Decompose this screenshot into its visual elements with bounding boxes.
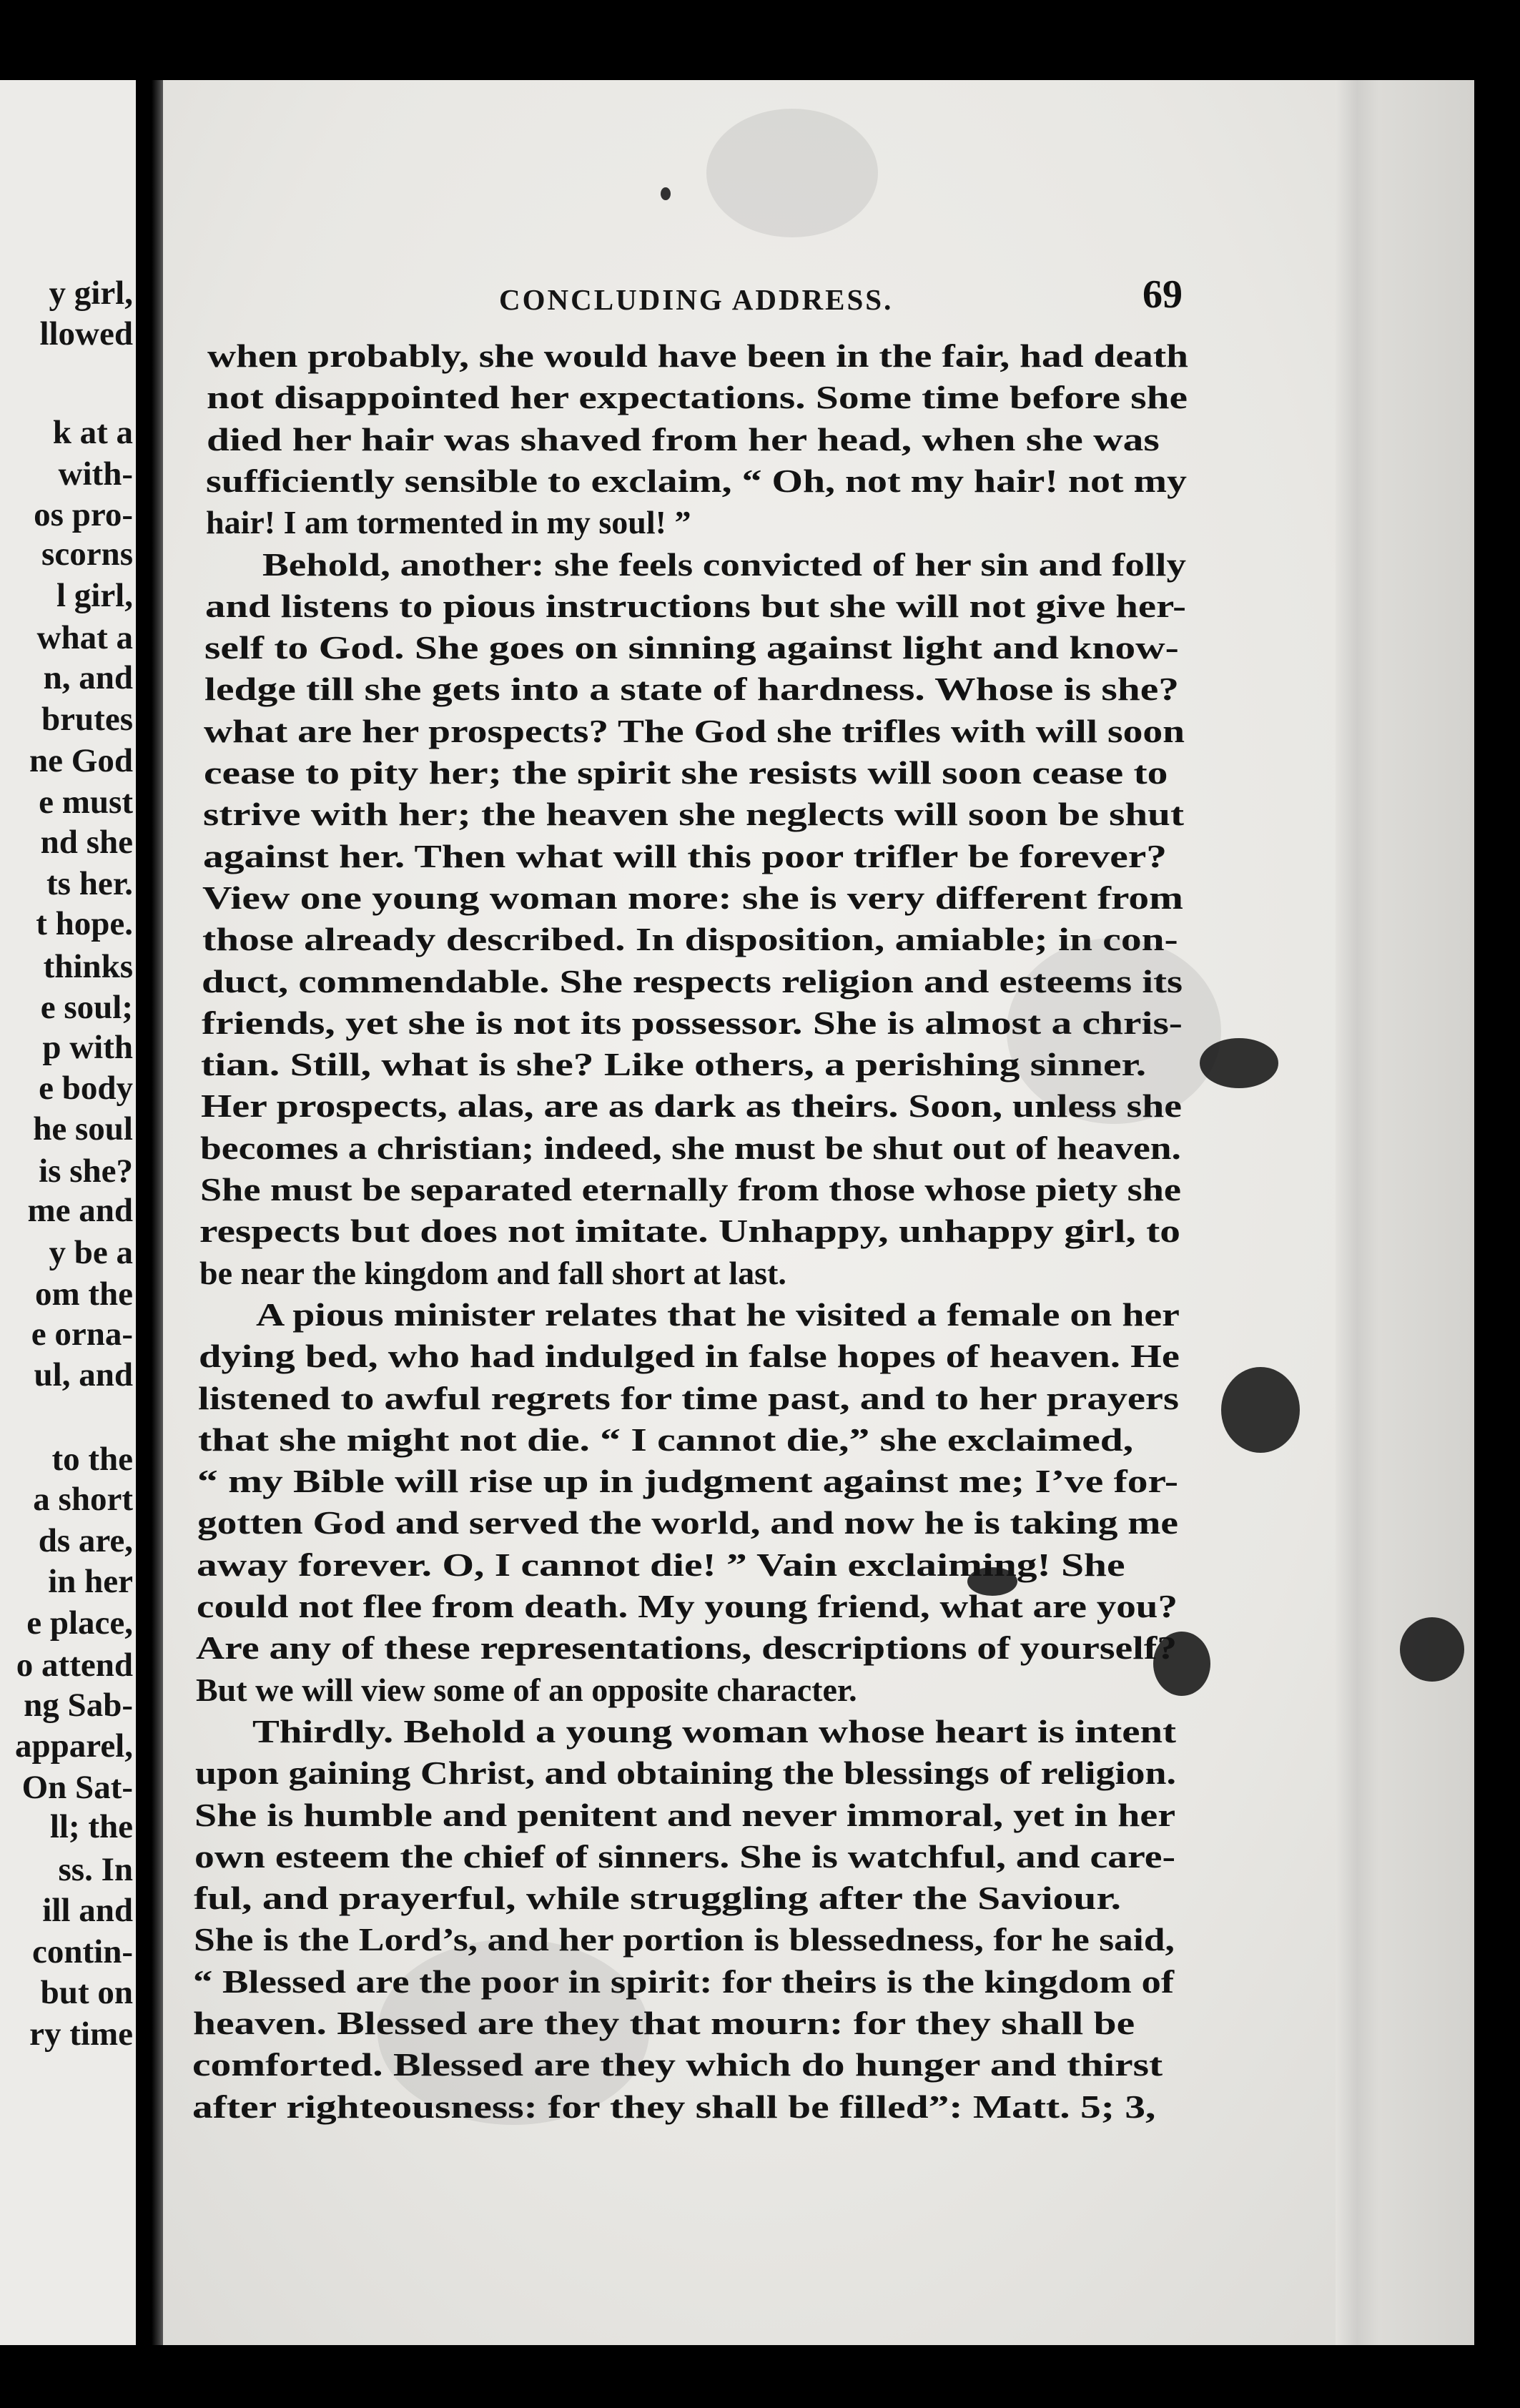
previous-page-line: e must	[39, 784, 133, 821]
text-line: and listens to pious instructions but she will not give her-	[205, 588, 1187, 624]
previous-page-line: t hope.	[36, 905, 133, 942]
body-text	[163, 80, 1474, 2345]
previous-page-line: y girl,	[49, 275, 133, 312]
text-line: could not flee from death. My young friend, what are you?	[197, 1588, 1178, 1624]
text-line: not disappointed her expectations. Some time before she	[207, 379, 1188, 415]
previous-page-line: y be a	[49, 1234, 133, 1271]
previous-page-line: a short	[33, 1481, 133, 1518]
previous-page-line: ll; the	[49, 1808, 133, 1845]
text-line: when probably, she would have been in the fair, had death	[207, 337, 1189, 374]
text-line: She is the Lord’s, and her portion is blessedness, for he said,	[194, 1921, 1175, 1958]
previous-page-line: k at a	[52, 414, 133, 451]
previous-page-line: nd she	[40, 824, 133, 861]
text-line: be near the kingdom and fall short at last.	[199, 1255, 786, 1291]
previous-page-line: with-	[58, 455, 133, 493]
text-line: upon gaining Christ, and obtaining the blessings of religion.	[195, 1755, 1176, 1791]
previous-page-line: om the	[34, 1275, 133, 1313]
previous-page-line: is she?	[39, 1153, 133, 1190]
previous-page-line: apparel,	[15, 1727, 133, 1765]
previous-page-line: but on	[40, 1974, 133, 2011]
previous-page-line: n, and	[43, 659, 133, 696]
scanner-border-right	[1474, 0, 1520, 2408]
text-line: sufficiently sensible to exclaim, “ Oh, not my hair! not my	[206, 463, 1188, 499]
scanner-border-bottom	[0, 2345, 1520, 2408]
page-number: 69	[1143, 272, 1183, 317]
text-line: But we will view some of an opposite character.	[196, 1672, 857, 1708]
text-line: listened to awful regrets for time past, and to her prayers	[198, 1380, 1179, 1416]
previous-page-line: p with	[42, 1029, 133, 1066]
previous-page-line: thinks	[43, 948, 133, 985]
text-line: gotten God and served the world, and now he is taking me	[197, 1504, 1178, 1541]
text-line: Her prospects, alas, are as dark as theirs. Soon, unless she	[201, 1087, 1183, 1124]
text-line: after righteousness: for they shall be filled”: Matt. 5; 3,	[192, 2088, 1156, 2125]
text-line: Behold, another: she feels convicted of her sin and folly	[262, 546, 1186, 583]
previous-page-line: e place,	[26, 1604, 133, 1642]
text-line: against her. Then what will this poor trifler be forever?	[203, 838, 1168, 874]
text-line: strive with her; the heaven she neglects will soon be shut	[203, 796, 1185, 832]
text-line: dying bed, who had indulged in false hopes of heaven. He	[199, 1338, 1180, 1374]
text-line: self to God. She goes on sinning against light and know-	[204, 629, 1179, 666]
previous-page-line: ds are,	[38, 1522, 133, 1559]
text-line: away forever. O, I cannot die! ” Vain exclaiming! She	[197, 1546, 1125, 1583]
previous-page-line: ss. In	[58, 1851, 133, 1888]
text-line: Thirdly. Behold a young woman whose heart is intent	[252, 1713, 1177, 1750]
previous-page-line: On Sat-	[21, 1769, 133, 1806]
text-line: View one young woman more: she is very different from	[202, 879, 1184, 916]
previous-page-line: l girl,	[56, 577, 133, 614]
previous-page-line: e orna-	[31, 1316, 133, 1353]
previous-page-line: e soul;	[40, 989, 133, 1026]
text-line: duct, commendable. She respects religion and esteems its	[202, 963, 1183, 1000]
previous-page-line: me and	[27, 1192, 133, 1229]
previous-page-line: e body	[39, 1070, 133, 1107]
text-line: Are any of these representations, descriptions of yourself?	[196, 1629, 1178, 1666]
text-line: “ my Bible will rise up in judgment against me; I’ve for-	[197, 1463, 1179, 1499]
text-line: what are her prospects? The God she trifles with will soon	[204, 713, 1185, 749]
previous-page-line: os pro-	[34, 496, 133, 533]
text-line: A pious minister relates that he visited a female on her	[256, 1296, 1180, 1333]
scanner-border-top	[0, 0, 1520, 80]
previous-page-line: ul, and	[34, 1356, 133, 1393]
previous-page-line: what a	[36, 619, 133, 656]
text-line: respects but does not imitate. Unhappy, unhappy girl, to	[199, 1213, 1180, 1249]
text-line: comforted. Blessed are they which do hunger and thirst	[192, 2046, 1163, 2083]
text-line: own esteem the chief of sinners. She is watchful, and care-	[194, 1838, 1176, 1875]
text-line: She is humble and penitent and never immoral, yet in her	[194, 1797, 1176, 1833]
text-line: ledge till she gets into a state of hardness. Whose is she?	[204, 671, 1179, 707]
book-page	[163, 80, 1474, 2345]
previous-page-line: o attend	[16, 1647, 133, 1684]
previous-page-line: ill and	[42, 1892, 133, 1929]
previous-page-fragment	[0, 80, 136, 2345]
previous-page-line: he soul	[33, 1110, 133, 1148]
text-line: died her hair was shaved from her head, when she was	[207, 421, 1160, 458]
text-line: heaven. Blessed are they that mourn: for they shall be	[193, 2005, 1135, 2041]
text-line: cease to pity her; the spirit she resists will soon cease to	[204, 754, 1168, 791]
previous-page-line: llowed	[39, 315, 133, 352]
text-line: ful, and prayerful, while struggling after the Saviour.	[194, 1880, 1122, 1916]
text-line: hair! I am tormented in my soul! ”	[206, 504, 691, 541]
previous-page-line: brutes	[41, 701, 133, 738]
previous-page-line: to the	[51, 1441, 133, 1478]
text-line: those already described. In disposition, amiable; in con-	[202, 921, 1178, 957]
previous-page-line: ng Sab-	[24, 1687, 133, 1724]
previous-page-line: scorns	[41, 536, 133, 573]
previous-page-line: ry time	[29, 2015, 133, 2053]
text-line: tian. Still, what is she? Like others, a perishing sinner.	[201, 1046, 1147, 1082]
previous-page-line: ts her.	[46, 865, 133, 902]
previous-page-line: in her	[48, 1563, 133, 1600]
running-head: CONCLUDING ADDRESS.	[499, 283, 894, 316]
previous-page-line: contin-	[32, 1933, 133, 1970]
text-line: She must be separated eternally from those whose piety she	[200, 1171, 1182, 1208]
text-line: “ Blessed are the poor in spirit: for theirs is the kingdom of	[193, 1963, 1175, 2000]
book-gutter	[136, 80, 163, 2345]
previous-page-line: ne God	[29, 742, 133, 779]
text-line: becomes a christian; indeed, she must be shut out of heaven.	[200, 1130, 1181, 1166]
text-line: friends, yet she is not its possessor. She is almost a chris-	[202, 1005, 1183, 1041]
text-line: that she might not die. “ I cannot die,” she exclaimed,	[198, 1421, 1134, 1458]
